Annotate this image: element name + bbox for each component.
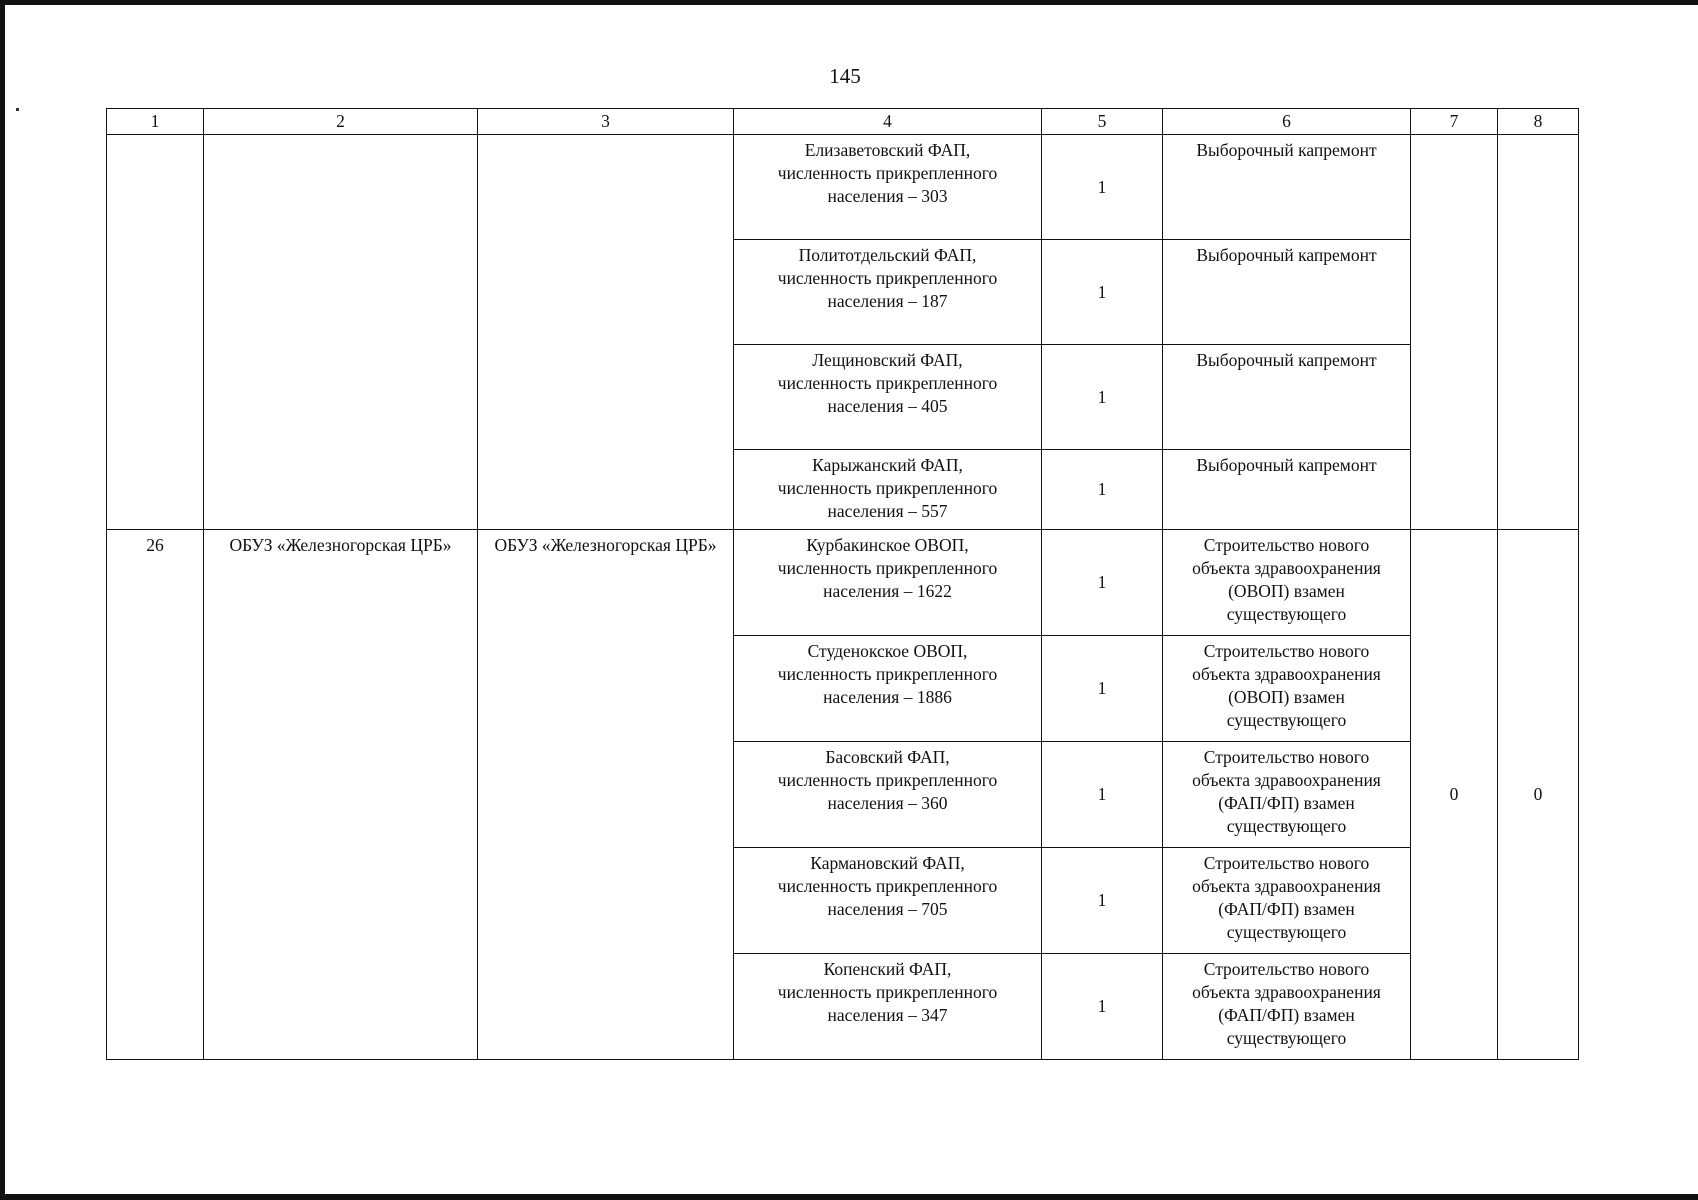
col8-cell-empty <box>1498 135 1579 530</box>
work-type-cell: Выборочный капремонт <box>1163 450 1411 530</box>
count-cell: 1 <box>1042 450 1163 530</box>
col-header-5: 5 <box>1042 109 1163 135</box>
col8-value-cell: 0 <box>1498 530 1579 1060</box>
col7-cell-empty <box>1411 135 1498 530</box>
work-type-cell: Строительство нового объекта здравоохранения (ОВОП) взамен существующего <box>1163 530 1411 636</box>
facility-cell: Кармановский ФАП, численность прикрепленного населения – 705 <box>734 848 1042 954</box>
page-number: 145 <box>829 64 861 88</box>
count-cell: 1 <box>1042 530 1163 636</box>
col-header-2: 2 <box>204 109 478 135</box>
scan-border-left <box>0 0 5 1200</box>
col-header-7: 7 <box>1411 109 1498 135</box>
work-type-cell: Строительство нового объекта здравоохранения (ОВОП) взамен существующего <box>1163 636 1411 742</box>
work-type-cell: Строительство нового объекта здравоохранения (ФАП/ФП) взамен существующего <box>1163 848 1411 954</box>
facility-cell: Карыжанский ФАП, численность прикрепленного населения – 557 <box>734 450 1042 530</box>
count-cell: 1 <box>1042 135 1163 240</box>
count-cell: 1 <box>1042 636 1163 742</box>
count-cell: 1 <box>1042 848 1163 954</box>
count-cell: 1 <box>1042 345 1163 450</box>
count-cell: 1 <box>1042 240 1163 345</box>
scan-border-top <box>0 0 1698 5</box>
col-header-8: 8 <box>1498 109 1579 135</box>
work-type-cell: Выборочный капремонт <box>1163 345 1411 450</box>
count-cell: 1 <box>1042 954 1163 1060</box>
facility-cell: Студенокское ОВОП, численность прикрепленного населения – 1886 <box>734 636 1042 742</box>
facilities-table <box>106 108 1579 1060</box>
facility-cell: Политотдельский ФАП, численность прикрепленного населения – 187 <box>734 240 1042 345</box>
col-header-4: 4 <box>734 109 1042 135</box>
facility-cell: Копенский ФАП, численность прикрепленного населения – 347 <box>734 954 1042 1060</box>
column-numbers-row <box>107 109 1579 135</box>
col-header-1: 1 <box>107 109 204 135</box>
scan-border-bottom <box>0 1194 1698 1200</box>
work-type-cell: Выборочный капремонт <box>1163 240 1411 345</box>
work-type-cell: Строительство нового объекта здравоохранения (ФАП/ФП) взамен существующего <box>1163 954 1411 1060</box>
organization-cell: ОБУЗ «Железногорская ЦРБ» <box>204 530 478 1060</box>
scan-speck <box>16 108 19 111</box>
facility-cell: Курбакинское ОВОП, численность прикрепленного населения – 1622 <box>734 530 1042 636</box>
table-row <box>107 530 1579 636</box>
facility-cell: Лещиновский ФАП, численность прикрепленного населения – 405 <box>734 345 1042 450</box>
customer-cell-empty <box>478 135 734 530</box>
col7-value-cell: 0 <box>1411 530 1498 1060</box>
work-type-cell: Выборочный капремонт <box>1163 135 1411 240</box>
facility-cell: Басовский ФАП, численность прикрепленного населения – 360 <box>734 742 1042 848</box>
customer-cell: ОБУЗ «Железногорская ЦРБ» <box>478 530 734 1060</box>
table-row <box>107 135 1579 240</box>
count-cell: 1 <box>1042 742 1163 848</box>
col-header-6: 6 <box>1163 109 1411 135</box>
num-cell-empty <box>107 135 204 530</box>
facility-cell: Елизаветовский ФАП, численность прикрепленного населения – 303 <box>734 135 1042 240</box>
work-type-cell: Строительство нового объекта здравоохранения (ФАП/ФП) взамен существующего <box>1163 742 1411 848</box>
org-cell-empty <box>204 135 478 530</box>
col-header-3: 3 <box>478 109 734 135</box>
row-number-cell: 26 <box>107 530 204 1060</box>
